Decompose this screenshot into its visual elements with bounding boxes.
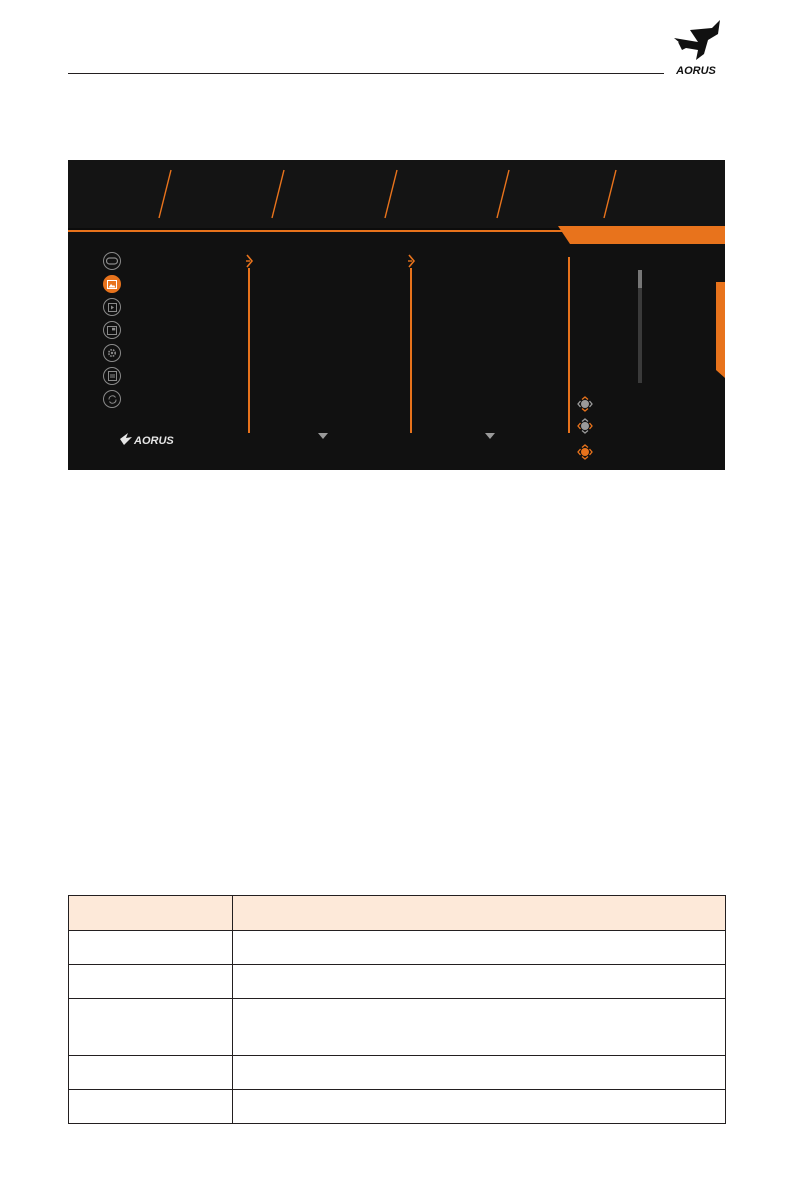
display-input-icon bbox=[108, 303, 117, 312]
svg-text:AORUS: AORUS bbox=[134, 435, 174, 447]
reset-icon bbox=[107, 394, 118, 405]
table-cell bbox=[69, 1090, 233, 1124]
nav-key-up-down-icon bbox=[577, 396, 593, 412]
column-2-line bbox=[410, 268, 412, 433]
table-cell bbox=[69, 965, 233, 999]
gamepad-icon bbox=[106, 257, 118, 265]
table-header-row bbox=[69, 896, 726, 931]
table-cell bbox=[69, 999, 233, 1056]
osd-category-system[interactable] bbox=[103, 344, 121, 362]
column-3-line bbox=[568, 257, 570, 433]
svg-text:AORUS: AORUS bbox=[676, 65, 716, 77]
column-2-chevron-icon bbox=[407, 254, 417, 268]
column-1-line bbox=[248, 268, 250, 433]
table-row bbox=[69, 999, 726, 1056]
table-cell bbox=[69, 1056, 233, 1090]
table-cell bbox=[233, 931, 726, 965]
column-2-down-arrow-icon[interactable] bbox=[485, 433, 495, 439]
nav-key-left-right-icon bbox=[577, 418, 593, 434]
osd-active-tab-marker bbox=[558, 226, 725, 244]
osd-category-picture[interactable] bbox=[103, 275, 121, 293]
column-1-down-arrow-icon[interactable] bbox=[318, 433, 328, 439]
osd-scrollbar[interactable] bbox=[638, 275, 642, 383]
picture-icon bbox=[107, 280, 117, 289]
osd-side-tab bbox=[716, 282, 725, 378]
table-cell bbox=[233, 1056, 726, 1090]
aorus-logo-icon bbox=[668, 16, 724, 78]
osd-screenshot bbox=[68, 160, 725, 470]
osd-scrollbar-thumb[interactable] bbox=[638, 270, 642, 288]
settings-table bbox=[68, 895, 726, 1124]
table-cell bbox=[69, 931, 233, 965]
osd-category-save[interactable] bbox=[103, 367, 121, 385]
osd-category-reset[interactable] bbox=[103, 390, 121, 408]
osd-category-gaming[interactable] bbox=[103, 252, 121, 270]
table-row bbox=[69, 965, 726, 999]
table-row bbox=[69, 1090, 726, 1124]
osd-aorus-logo bbox=[118, 430, 188, 448]
header-rule bbox=[68, 73, 664, 74]
table-row bbox=[69, 931, 726, 965]
nav-key-press-icon bbox=[577, 444, 593, 460]
osd-category-pip[interactable] bbox=[103, 321, 121, 339]
save-settings-icon bbox=[108, 371, 117, 381]
table-cell bbox=[233, 965, 726, 999]
pip-icon bbox=[107, 326, 117, 335]
column-1-chevron-icon bbox=[245, 254, 255, 268]
table-header-cell bbox=[69, 896, 233, 931]
gear-icon bbox=[107, 348, 117, 358]
osd-category-display[interactable] bbox=[103, 298, 121, 316]
table-row bbox=[69, 1056, 726, 1090]
table-cell bbox=[233, 1090, 726, 1124]
osd-tab-separators bbox=[68, 160, 725, 228]
table-header-cell bbox=[233, 896, 726, 931]
table-cell bbox=[233, 999, 726, 1056]
